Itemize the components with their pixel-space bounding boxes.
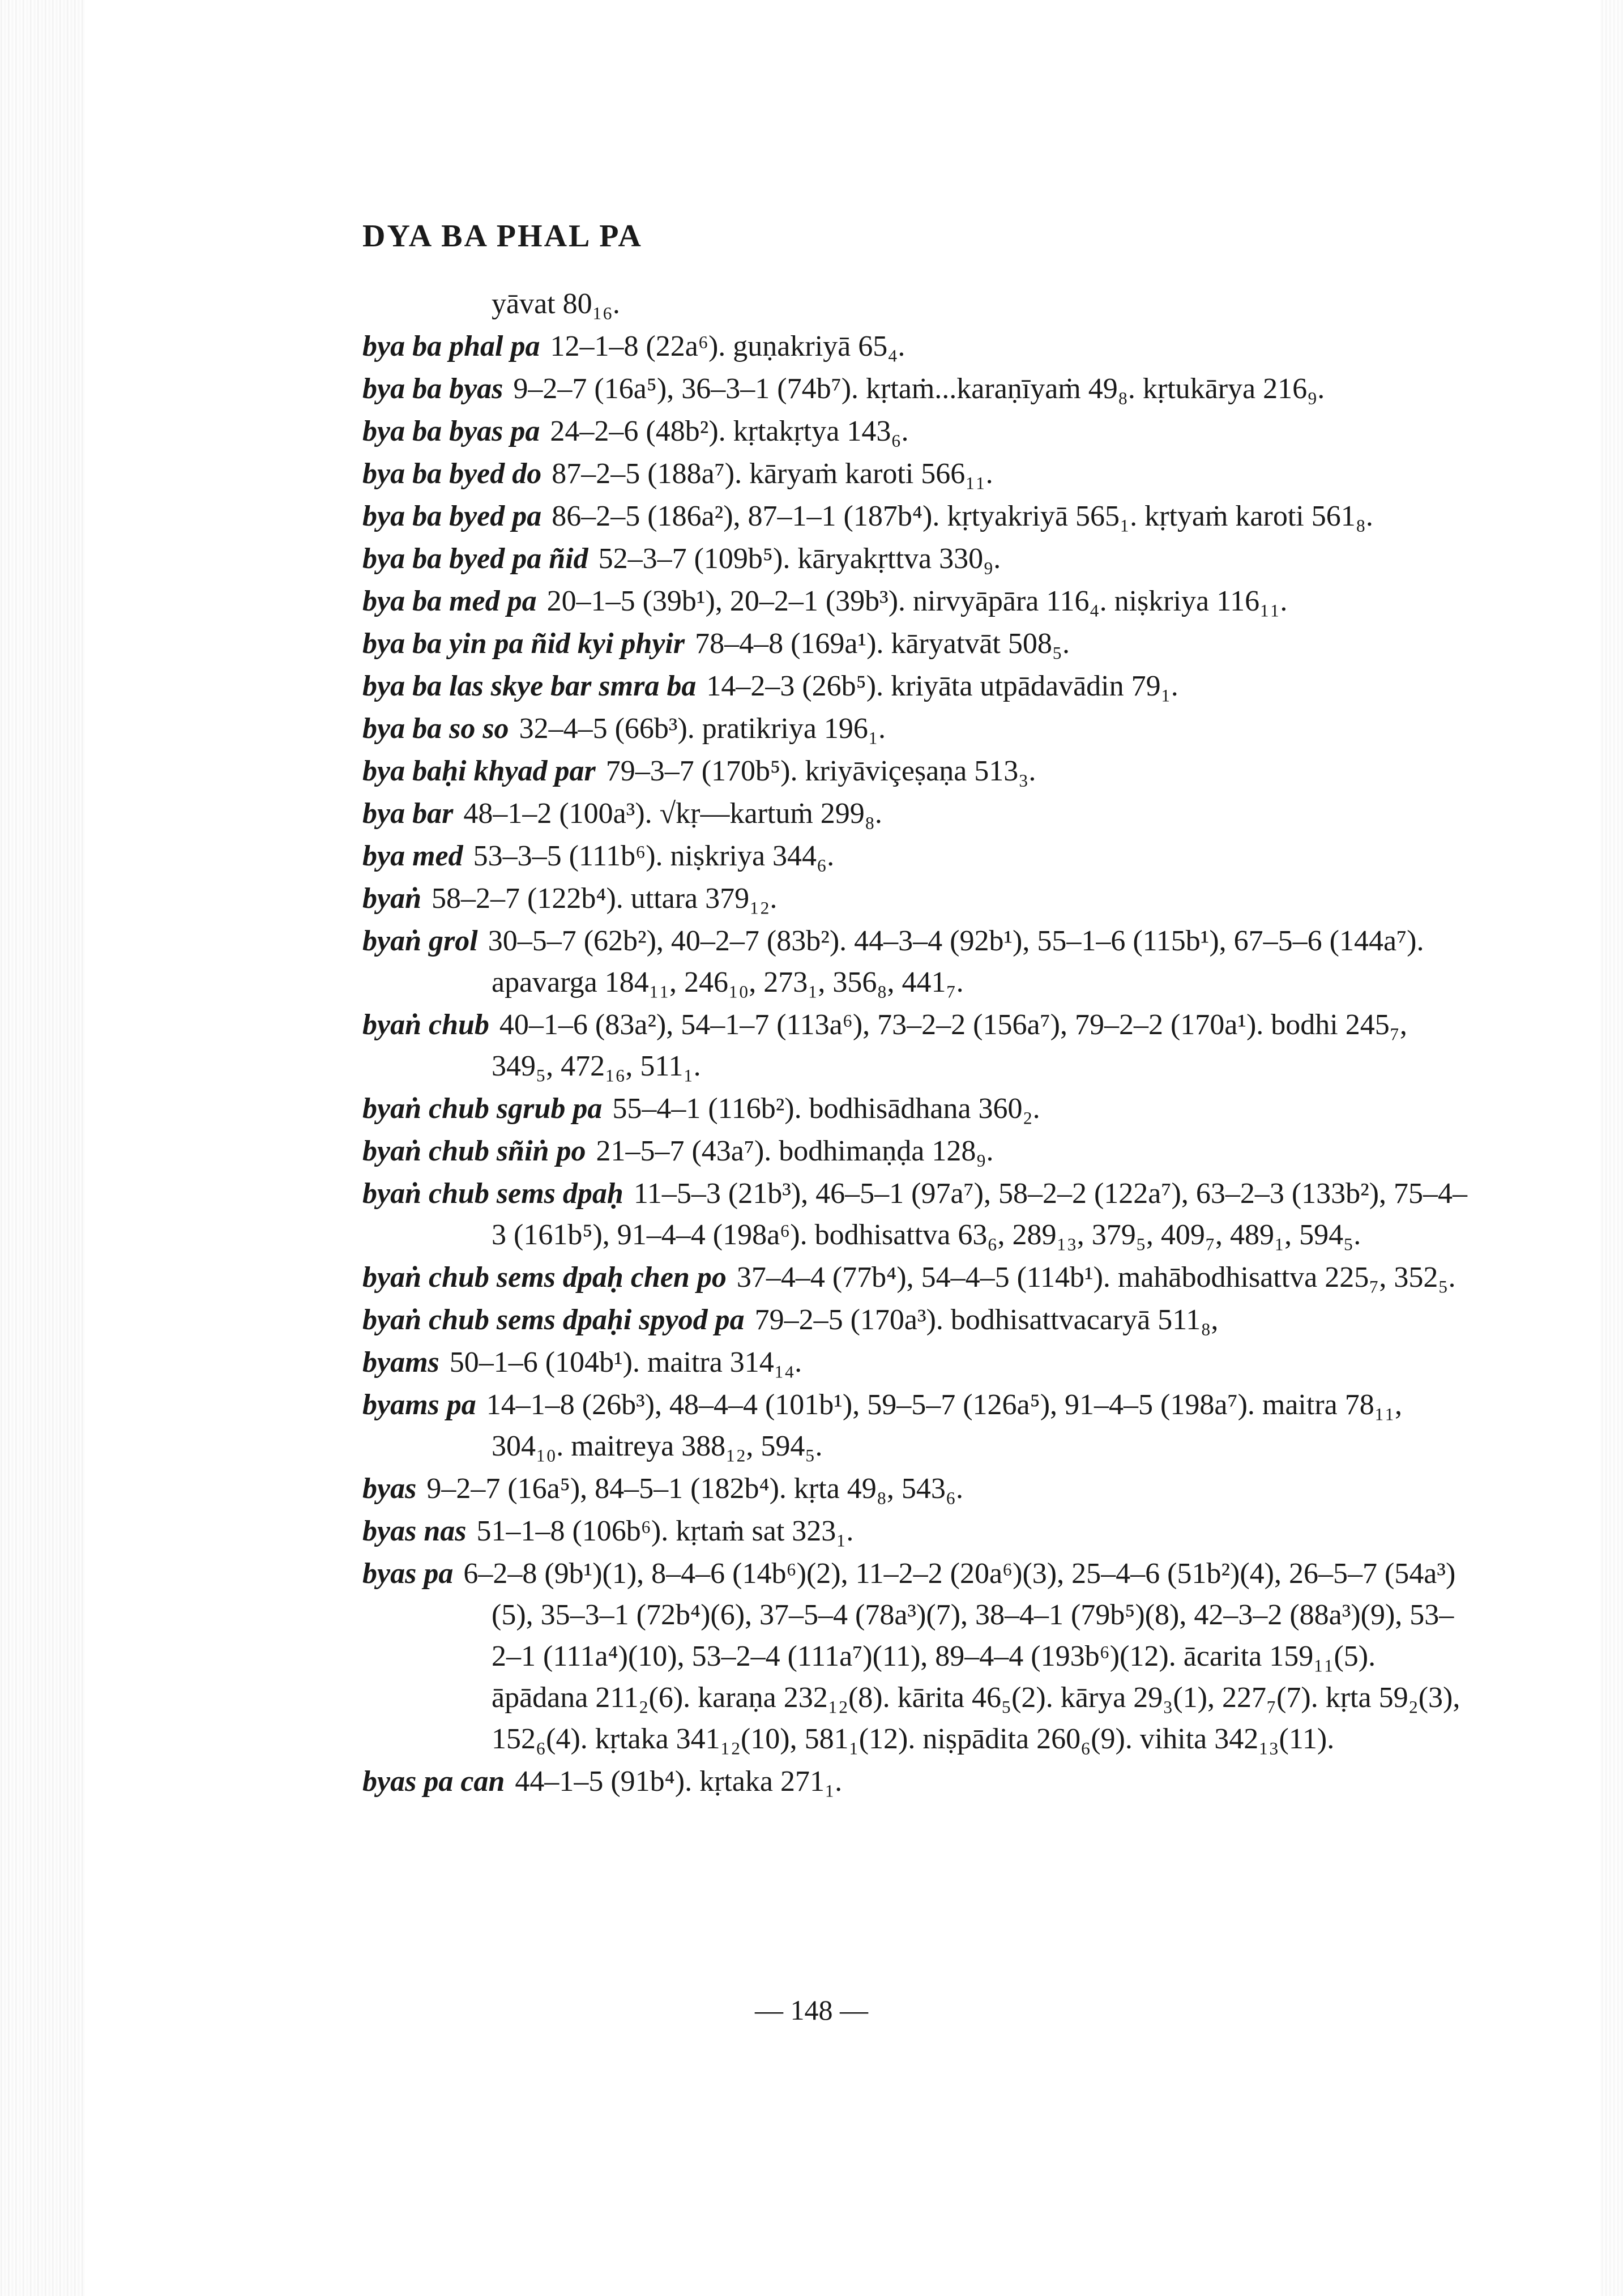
entry [362, 1761, 1472, 1802]
entry-body: 14–2–3 (26b⁵). kriyāta utpādavādin 79₁. [706, 670, 1178, 702]
headword: byams pa [362, 1389, 476, 1421]
headword: byaṅ chub sems dpaḥ chen po [362, 1261, 727, 1294]
headword: bya baḥi khyad par [362, 755, 596, 787]
headword: bya ba byas pa [362, 415, 540, 447]
entry [362, 1384, 1472, 1467]
entry [362, 1130, 1472, 1172]
page-header: DYA BA PHAL PA [362, 219, 643, 254]
entry-body: 20–1–5 (39b¹), 20–2–1 (39b³). nirvyāpāra 116₄. niṣkriya 116₁₁. [546, 585, 1288, 617]
entry [362, 326, 1472, 367]
headword: byaṅ chub sems dpaḥ [362, 1177, 623, 1210]
entry [362, 793, 1472, 834]
entry [362, 581, 1472, 622]
entry-body: 53–3–5 (111b⁶). niṣkriya 344₆. [473, 840, 835, 872]
entry [362, 1510, 1472, 1552]
entry [362, 538, 1472, 579]
entry [362, 665, 1472, 707]
entry [362, 835, 1472, 877]
entry-body: 58–2–7 (122b⁴). uttara 379₁₂. [432, 882, 778, 915]
entry [362, 1004, 1472, 1087]
entry-body: 9–2–7 (16a⁵), 36–3–1 (74b⁷). kṛtaṁ...karaṇīyaṁ 49₈. kṛtukārya 216₉. [513, 373, 1325, 405]
entry [362, 1088, 1472, 1129]
headword: bya ba so so [362, 712, 509, 745]
entry-body: 79–2–5 (170a³). bodhisattvacaryā 511₈, [754, 1304, 1219, 1336]
headword: bya ba byed pa ñid [362, 543, 588, 575]
entry-body: 51–1–8 (106b⁶). kṛtaṁ sat 323₁. [476, 1515, 854, 1547]
entry-body: 21–5–7 (43a⁷). bodhimaṇḍa 128₉. [596, 1135, 994, 1167]
headword: bya ba byed do [362, 458, 542, 490]
entry-body: 48–1–2 (100a³). √kṛ—kartuṁ 299₈. [463, 797, 882, 830]
entry [362, 411, 1472, 452]
entry [362, 1342, 1472, 1383]
headword: byams [362, 1346, 439, 1379]
headword: bya ba las skye bar smra ba [362, 670, 697, 702]
entry-body: 50–1–6 (104b¹). maitra 314₁₄. [449, 1346, 802, 1379]
entry-body: 79–3–7 (170b⁵). kriyāviçeṣaṇa 513₃. [605, 755, 1036, 787]
entry [362, 1553, 1472, 1760]
entry [362, 1468, 1472, 1509]
page-number: — 148 — [755, 1994, 868, 2026]
entry [362, 368, 1472, 409]
entry-body: 6–2–8 (9b¹)(1), 8–4–6 (14b⁶)(2), 11–2–2 (20a⁶)(3), 25–4–6 (51b²)(4), 26–5–7 (54a³)(5), 35–3–1 (72b⁴)(6), 37–5–4 (78a³)(7), 38–4–1 (79b⁵)(8), 42–3–2 (88a³)(9), 53–2–1 (111a⁴)(10), 53–2–4 (111a⁷)(11), 89–4–4 (193b⁶)(12). ācarita 159₁₁(5). āpādana 211₂(6). karaṇa 232₁₂(8). kārita 46₅(2). kārya 29₃(1), 227₇(7). kṛta 59₂(3), 152₆(4). kṛtaka 341₁₂(10), 581₁(12). niṣpādita 260₆(9). vihita 342₁₃(11). [463, 1557, 1460, 1755]
entry [362, 708, 1472, 749]
entry-body: 32–4–5 (66b³). pratikriya 196₁. [519, 712, 886, 745]
entry [362, 1173, 1472, 1256]
headword: bya bar [362, 797, 454, 830]
entry-body: 52–3–7 (109b⁵). kāryakṛttva 330₉. [598, 543, 1001, 575]
entry-body: 9–2–7 (16a⁵), 84–5–1 (182b⁴). kṛta 49₈, 543₆. [426, 1473, 964, 1505]
dictionary-entries [362, 283, 1472, 1803]
headword: byaṅ chub sems dpaḥi spyod pa [362, 1304, 745, 1336]
entry-body: 55–4–1 (116b²). bodhisādhana 360₂. [612, 1092, 1040, 1125]
headword: byas nas [362, 1515, 467, 1547]
headword: byaṅ chub sgrub pa [362, 1092, 603, 1125]
headword: bya ba byed pa [362, 500, 542, 532]
entry-body: 78–4–8 (169a¹). kāryatvāt 508₅. [695, 628, 1070, 660]
entry [362, 878, 1472, 919]
entry [362, 1257, 1472, 1298]
headword: byaṅ chub sñiṅ po [362, 1135, 586, 1167]
entry-body: 14–1–8 (26b³), 48–4–4 (101b¹), 59–5–7 (126a⁵), 91–4–5 (198a⁷). maitra 78₁₁, 304₁₀. maitreya 388₁₂, 594₅. [486, 1389, 1402, 1462]
entry-body: 11–5–3 (21b³), 46–5–1 (97a⁷), 58–2–2 (122a⁷), 63–2–3 (133b²), 75–4–3 (161b⁵), 91–4–4 (198a⁶). bodhisattva 63₆, 289₁₃, 379₅, 409₇, 489₁, 594₅. [492, 1177, 1468, 1251]
entry-body: 24–2–6 (48b²). kṛtakṛtya 143₆. [550, 415, 909, 447]
entry-body: 40–1–6 (83a²), 54–1–7 (113a⁶), 73–2–2 (156a⁷), 79–2–2 (170a¹). bodhi 245₇, 349₅, 472₁₆, 511₁. [492, 1009, 1407, 1082]
headword: byas pa can [362, 1765, 505, 1798]
entry-body: 30–5–7 (62b²), 40–2–7 (83b²). 44–3–4 (92b¹), 55–1–6 (115b¹), 67–5–6 (144a⁷). apavarga 184₁₁, 246₁₀, 273₁, 356₈, 441₇. [488, 925, 1424, 998]
scan-edge-right [1600, 0, 1623, 2296]
headword: byaṅ chub [362, 1009, 489, 1041]
headword: bya med [362, 840, 463, 872]
entry-body: 12–1–8 (22a⁶). guṇakriyā 65₄. [550, 330, 906, 362]
continuation-line: yāvat 80₁₆. [492, 288, 620, 320]
headword: byaṅ grol [362, 925, 478, 957]
headword: bya ba med pa [362, 585, 537, 617]
entry [362, 496, 1472, 537]
entry [362, 1299, 1472, 1341]
headword: bya ba phal pa [362, 330, 540, 362]
entry-body: 44–1–5 (91b⁴). kṛtaka 271₁. [515, 1765, 843, 1798]
headword: byaṅ [362, 882, 421, 915]
headword: bya ba yin pa ñid kyi phyir [362, 628, 685, 660]
headword: byas pa [362, 1557, 454, 1590]
entry [362, 453, 1472, 494]
headword: bya ba byas [362, 373, 503, 405]
entry [362, 623, 1472, 664]
scan-edge-left [0, 0, 85, 2296]
entry [362, 920, 1472, 1003]
entry-body: 87–2–5 (188a⁷). kāryaṁ karoti 566₁₁. [552, 458, 993, 490]
headword: byas [362, 1473, 417, 1505]
entry-body: 86–2–5 (186a²), 87–1–1 (187b⁴). kṛtyakriyā 565₁. kṛtyaṁ karoti 561₈. [552, 500, 1373, 532]
entry-body: 37–4–4 (77b⁴), 54–4–5 (114b¹). mahābodhisattva 225₇, 352₅. [736, 1261, 1456, 1294]
entry [362, 750, 1472, 792]
